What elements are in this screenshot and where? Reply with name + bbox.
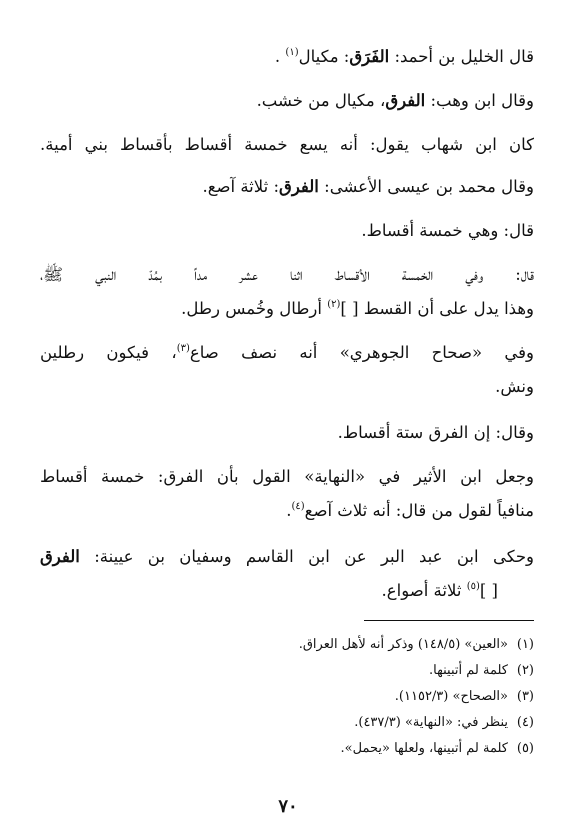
footnote-1: (١)«العين» (١٤٨/٥) وذكر أنه لأهل العراق. [298,637,534,652]
text-line-1: قال الخليل بن أحمد: الفَرَق: مكيال$^{(١)}$ . [274,47,534,66]
footnote-4: (٤)ينظر في: «النهاية» (٤٣٧/٣). [354,715,534,730]
text-line-7: وهذا يدل على أن القسط [ ]$^{(٢)}$ أرطال وخُمس رطل. [181,299,534,318]
text-line-14: [ ]$^{(٥)}$ ثلاثة أصواع. [381,581,498,600]
footnote-separator [364,620,534,621]
text-line-9: ونش. [495,377,534,396]
footnote-2: (٢)كلمة لم أتبينها. [429,663,534,678]
text-line-6: قال: وفي الخمسة الأقساط اثنا عشر مداً بمُدّ النبي ﷺ، [40,265,534,284]
footnote-5: (٥)كلمة لم أتبينها، ولعلها «يحمل». [340,741,534,756]
text-line-4: وقال محمد بن عيسى الأعشى: الفرق: ثلاثة آصع. [202,177,534,196]
text-line-5: قال: وهي خمسة أقساط. [361,221,534,240]
text-line-10: وقال: إن الفرق ستة أقساط. [337,423,534,442]
text-line-11: وجعل ابن الأثير في «النهاية» القول بأن الفرق: خمسة أقساط [40,467,534,486]
text-line-8: وفي «صحاح الجوهري» أنه نصف صاع$^{(٣)}$، فيكون رطلين [40,343,534,362]
footnote-3: (٣)«الصحاح» (١١٥٢/٣). [394,689,534,704]
text-line-3: كان ابن شهاب يقول: أنه يسع خمسة أقساط بأقساط بني أمية. [40,135,534,154]
text-line-13: وحكى ابن عبد البر عن ابن القاسم وسفيان بن عيينة: الفرق [40,547,534,566]
page-number: ٧٠ [278,796,298,817]
text-line-12: منافياً لقول من قال: أنه ثلاث آصع$^{(٤)}$. [286,501,534,520]
text-line-2: وقال ابن وهب: الفرق، مكيال من خشب. [256,91,534,110]
